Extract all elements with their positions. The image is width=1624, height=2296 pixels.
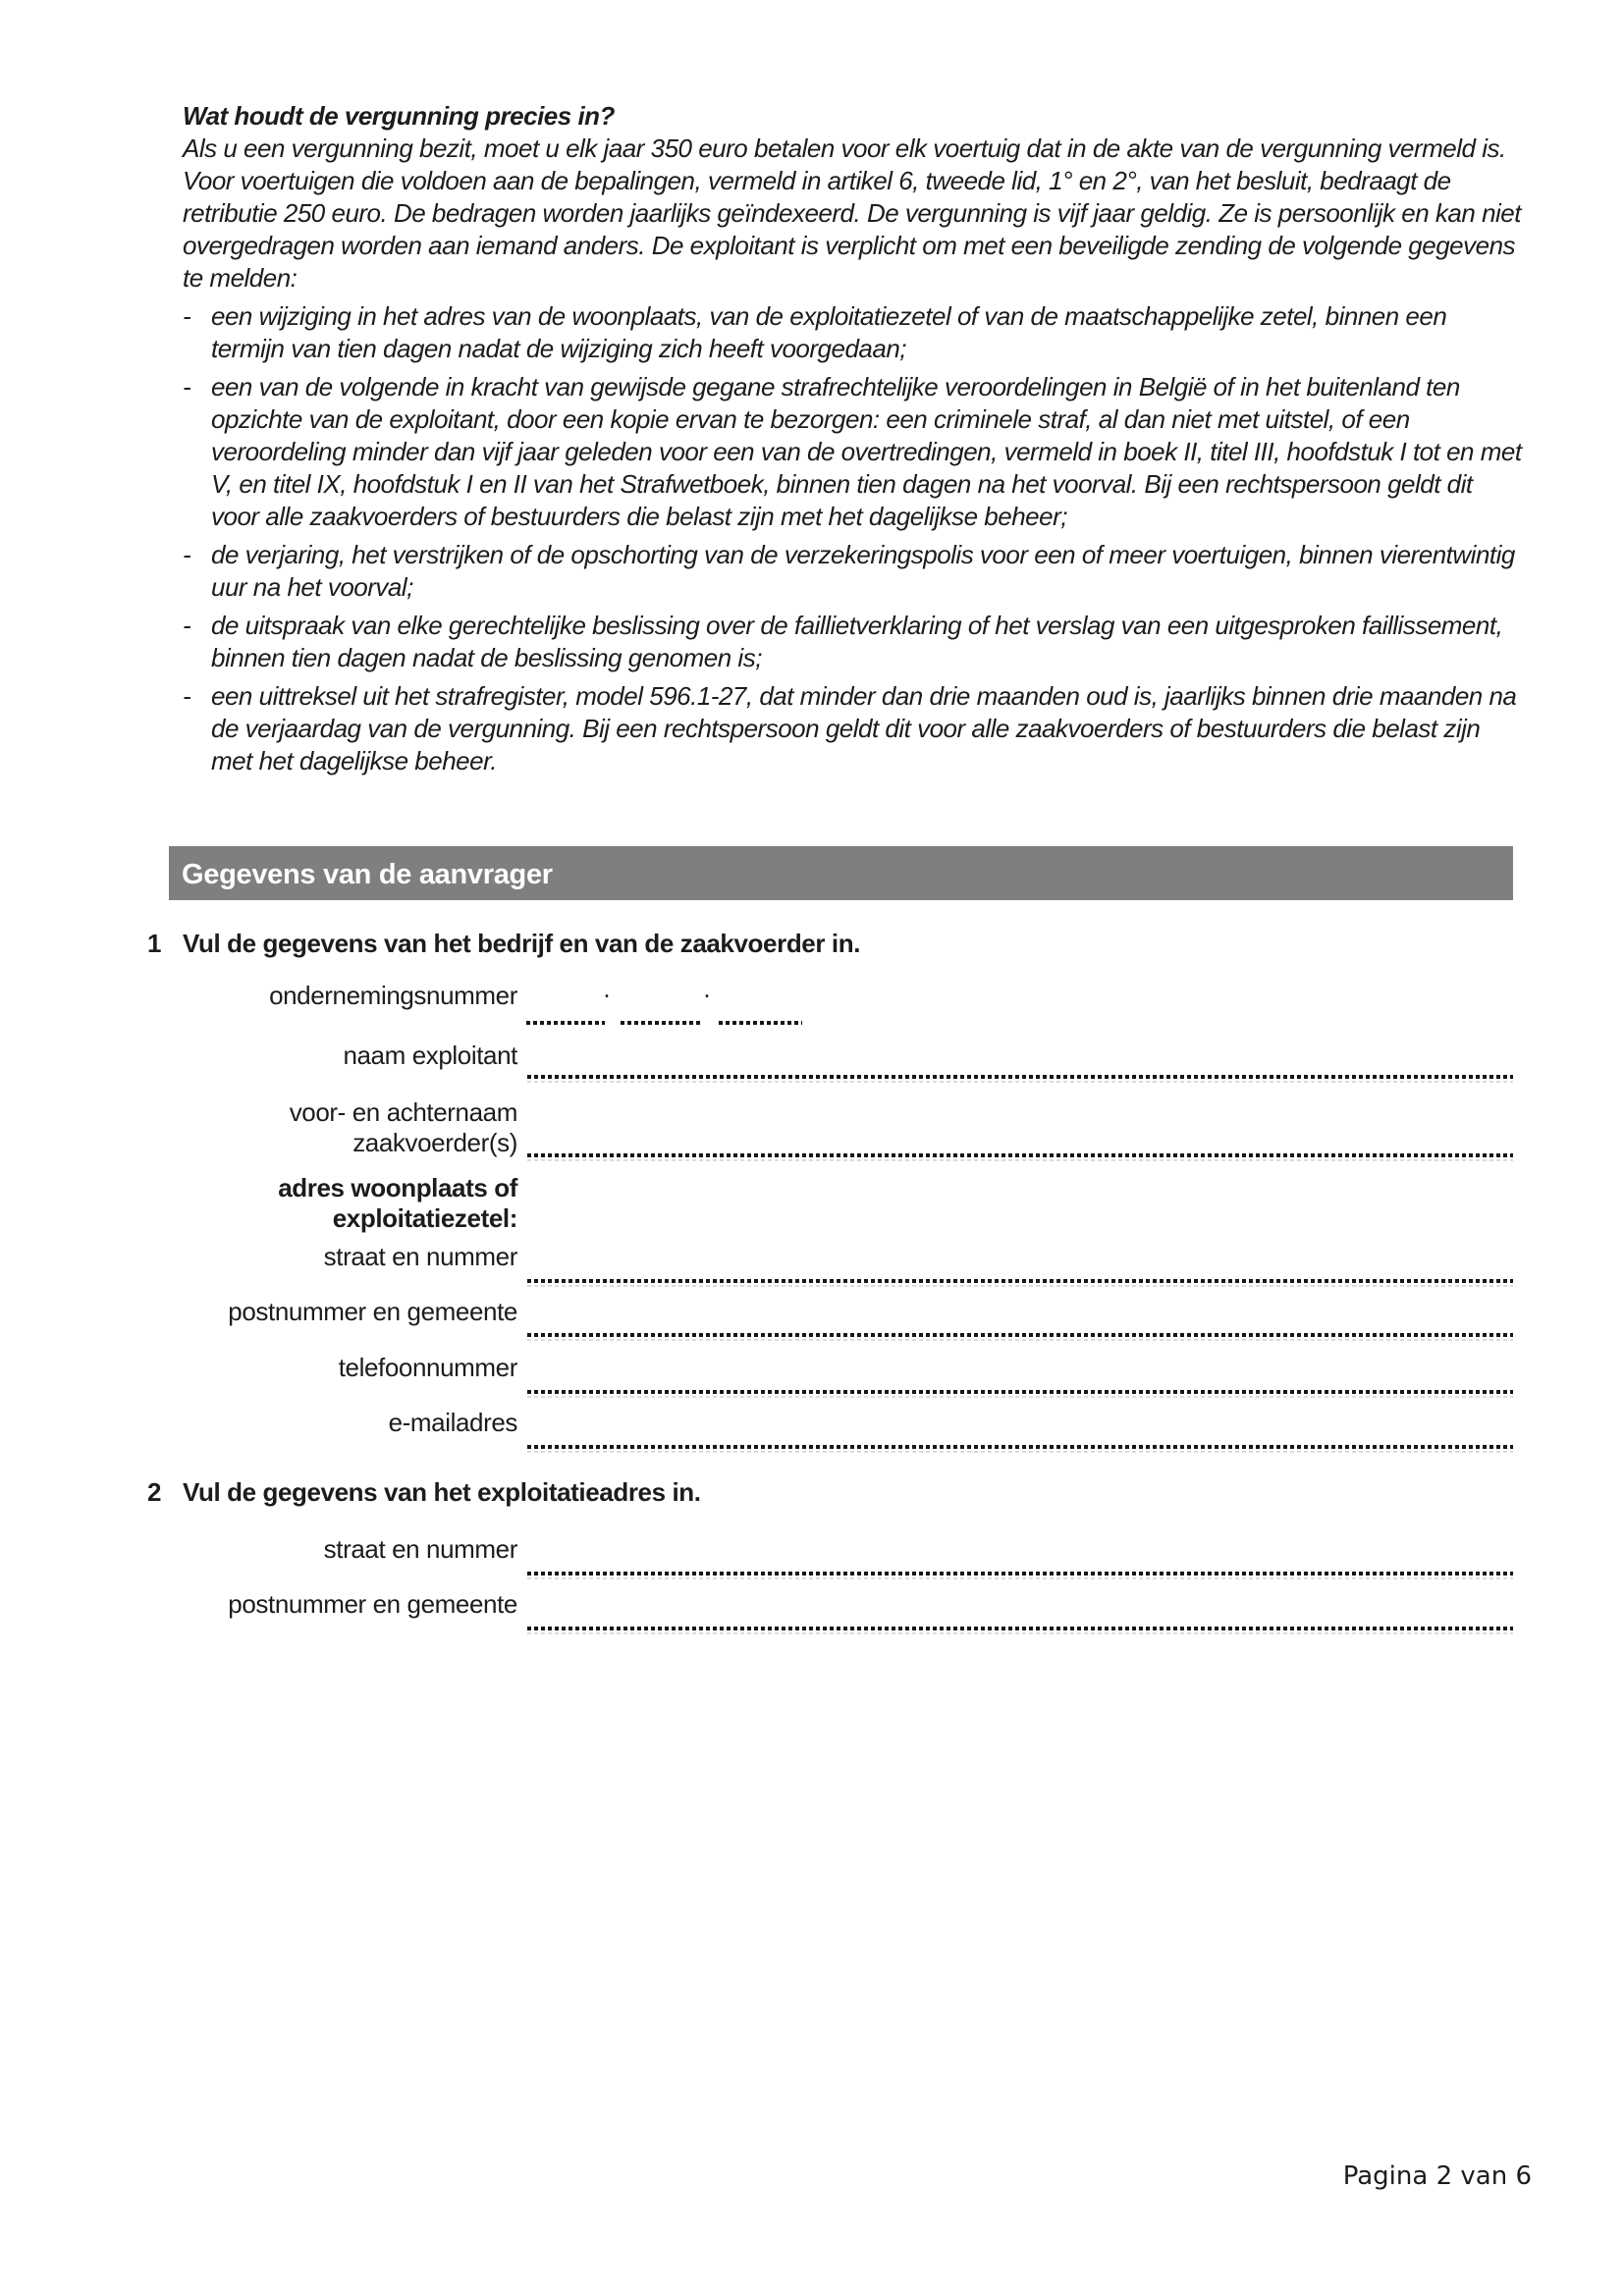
intro-paragraph: Als u een vergunning bezit, moet u elk jaar 350 euro betalen voor elk voertuig dat in de akte van de vergunning vermeld is. Voor voertuigen die voldoen aan de bepalingen, vermeld in artikel 6, tweede lid, 1° en 2°, van het besluit, bedraagt de retributie 250 euro. De bedragen worden jaarlijks geïndexeerd. De vergunning is vijf jaar geldig. Ze is persoonlijk en kan niet overgedragen worden aan iemand anders. De exploitant is verplicht om met een beveiligde zending de volgende gegevens te melden: xyxy=(183,133,1521,293)
bullet-marker: - xyxy=(183,681,191,711)
field-line-telefoonnummer[interactable] xyxy=(527,1390,1513,1398)
company-number-segment-1[interactable] xyxy=(526,1021,605,1025)
field-label-zaakvoerder-line1: voor- en achternaam xyxy=(289,1097,517,1127)
field-label-adres-woonplaats xyxy=(137,1173,517,1234)
field-label-exploitatie-straat: straat en nummer xyxy=(323,1534,517,1564)
intro-heading: Wat houdt de vergunning precies in? xyxy=(183,101,615,131)
company-number-separator: . xyxy=(603,974,611,1003)
bullet-list xyxy=(183,300,1522,777)
field-label-straat-en-nummer: straat en nummer xyxy=(323,1242,517,1271)
company-number-segment-3[interactable] xyxy=(719,1021,802,1025)
field-label-exploitatie-postnummer: postnummer en gemeente xyxy=(228,1589,517,1619)
bullet-marker: - xyxy=(183,372,191,401)
question-number: 2 xyxy=(147,1477,162,1507)
bullet-item xyxy=(183,680,1522,777)
field-label-emailadres: e-mailadres xyxy=(388,1408,517,1437)
question-1 xyxy=(147,929,860,959)
bullet-item xyxy=(183,300,1522,365)
question-title: Vul de gegevens van het bedrijf en van de zaakvoerder in. xyxy=(183,929,861,958)
field-label-telefoonnummer: telefoonnummer xyxy=(338,1353,517,1382)
question-2 xyxy=(147,1477,701,1508)
field-label-ondernemingsnummer: ondernemingsnummer xyxy=(269,981,517,1010)
field-label-adres-line2: exploitatiezetel: xyxy=(332,1203,517,1233)
bullet-item xyxy=(183,371,1522,533)
bullet-item xyxy=(183,539,1522,604)
bullet-item xyxy=(183,610,1522,674)
bullet-marker: - xyxy=(183,540,191,569)
bullet-marker: - xyxy=(183,611,191,640)
field-line-naam-exploitant[interactable] xyxy=(527,1075,1513,1083)
question-number: 1 xyxy=(147,929,162,958)
bullet-marker: - xyxy=(183,301,191,331)
field-label-zaakvoerder-line2: zaakvoerder(s) xyxy=(352,1128,517,1157)
company-number-separator: . xyxy=(703,974,711,1003)
company-number-segment-2[interactable] xyxy=(621,1021,700,1025)
page-number: Pagina 2 van 6 xyxy=(1342,2162,1532,2191)
section-header-bar xyxy=(169,846,1513,900)
intro-section xyxy=(183,100,1522,777)
field-line-straat-en-nummer[interactable] xyxy=(527,1279,1513,1287)
bullet-text: een wijziging in het adres van de woonplaats, van de exploitatiezetel of van de maatschappelijke zetel, binnen een termijn van tien dagen nadat de wijziging zich heeft voorgedaan; xyxy=(211,301,1447,363)
bullet-text: de uitspraak van elke gerechtelijke beslissing over de faillietverklaring of het verslag van een uitgesproken faillissement, binnen tien dagen nadat de beslissing genomen is; xyxy=(211,611,1503,672)
question-title: Vul de gegevens van het exploitatieadres in. xyxy=(183,1477,701,1507)
field-line-exploitatie-straat[interactable] xyxy=(527,1572,1513,1579)
section-title: Gegevens van de aanvrager xyxy=(182,858,553,890)
field-label-naam-exploitant: naam exploitant xyxy=(343,1041,517,1070)
field-label-postnummer-en-gemeente: postnummer en gemeente xyxy=(228,1297,517,1326)
bullet-text: de verjaring, het verstrijken of de opschorting van de verzekeringspolis voor een of meer voertuigen, binnen vierentwintig uur na het voorval; xyxy=(211,540,1515,602)
field-label-adres-line1: adres woonplaats of xyxy=(278,1173,517,1202)
field-line-postnummer-en-gemeente[interactable] xyxy=(527,1333,1513,1341)
field-label-zaakvoerder xyxy=(137,1097,517,1158)
field-line-exploitatie-postnummer[interactable] xyxy=(527,1627,1513,1634)
field-line-zaakvoerder[interactable] xyxy=(527,1153,1513,1161)
field-line-emailadres[interactable] xyxy=(527,1445,1513,1453)
bullet-text: een van de volgende in kracht van gewijsde gegane strafrechtelijke veroordelingen in België of in het buitenland ten opzichte van de exploitant, door een kopie ervan te bezorgen: een criminele straf, al dan niet met uitstel, of een veroordeling minder dan vijf jaar geleden voor een van de overtredingen, vermeld in boek II, titel III, hoofdstuk I tot en met V, en titel IX, hoofdstuk I en II van het Strafwetboek, binnen tien dagen na het voorval. Bij een rechtspersoon geldt dit voor alle zaakvoerders of bestuurders die belast zijn met het dagelijkse beheer; xyxy=(211,372,1522,531)
bullet-text: een uittreksel uit het strafregister, model 596.1-27, dat minder dan drie maanden oud is, jaarlijks binnen drie maanden na de verjaardag van de vergunning. Bij een rechtspersoon geldt dit voor alle zaakvoerders of bestuurders die belast zijn met het dagelijkse beheer. xyxy=(211,681,1517,775)
